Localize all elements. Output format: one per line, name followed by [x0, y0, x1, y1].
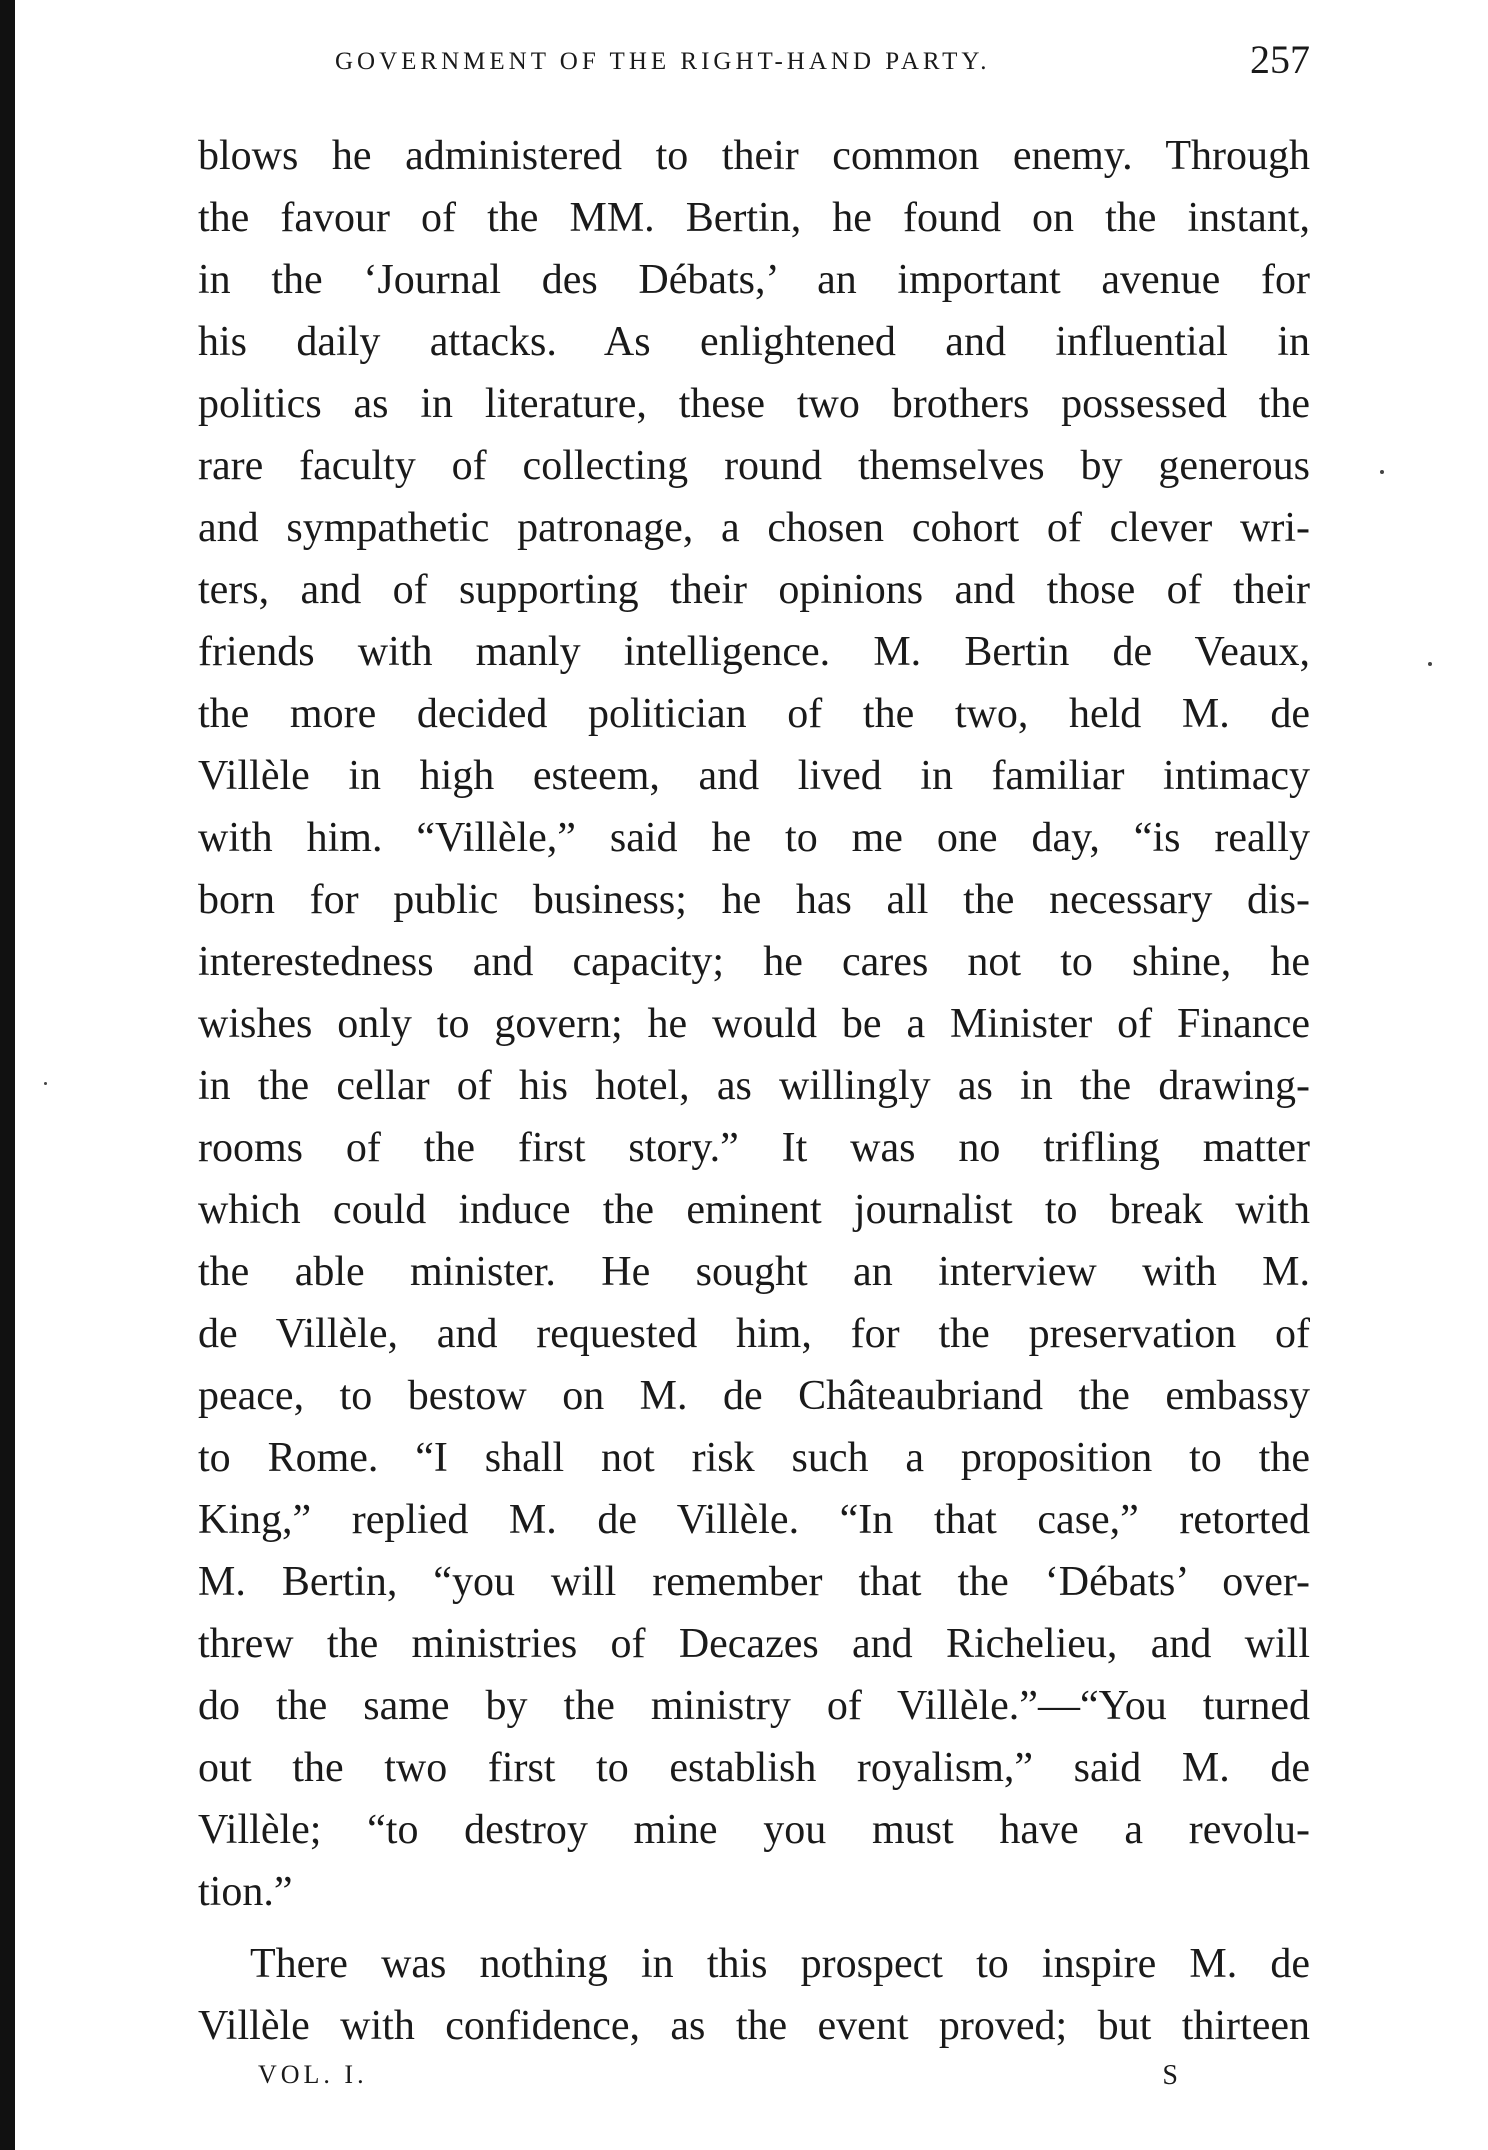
text-line: Villèle in high esteem, and lived in familiar intimacy [198, 753, 1310, 799]
text-line: the more decided politician of the two, held M. de [198, 691, 1310, 737]
text-line: Villèle with confidence, as the event proved; but thirteen [198, 2003, 1310, 2049]
page-binding-edge [0, 0, 15, 2150]
page-speck [1428, 662, 1432, 666]
page-footer [258, 2060, 1178, 2104]
text-line: rare faculty of collecting round themselves by generous [198, 443, 1310, 489]
page-number: 257 [1250, 37, 1310, 82]
text-line: with him. “Villèle,” said he to me one day, “is really [198, 815, 1310, 861]
text-line: M. Bertin, “you will remember that the ‘Débats’ over- [198, 1559, 1310, 1605]
text-line: to Rome. “I shall not risk such a proposition to the [198, 1435, 1310, 1481]
volume-signature: VOL. I. [258, 2060, 368, 2089]
paragraph-end-line: tion.” [198, 1869, 293, 1915]
text-line: Villèle; “to destroy mine you must have a revolu- [198, 1807, 1310, 1853]
page-speck [44, 1082, 47, 1085]
text-line: rooms of the first story.” It was no trifling matter [198, 1125, 1310, 1171]
text-line: peace, to bestow on M. de Châteaubriand the embassy [198, 1373, 1310, 1419]
page-speck [1380, 470, 1384, 474]
text-line: the able minister. He sought an interview with M. [198, 1249, 1310, 1295]
text-line: and sympathetic patronage, a chosen cohort of clever wri- [198, 505, 1310, 551]
text-line: which could induce the eminent journalist to break with [198, 1187, 1310, 1233]
text-line: interestedness and capacity; he cares not to shine, he [198, 939, 1310, 985]
text-line: born for public business; he has all the necessary dis- [198, 877, 1310, 923]
text-line: his daily attacks. As enlightened and influential in [198, 319, 1310, 365]
running-head-title [335, 46, 990, 76]
text-line: politics as in literature, these two brothers possessed the [198, 381, 1310, 427]
text-line: friends with manly intelligence. M. Bertin de Veaux, [198, 629, 1310, 675]
running-head-text: GOVERNMENT OF THE RIGHT-HAND PARTY. [335, 48, 991, 75]
gathering-signature: S [1162, 2060, 1178, 2091]
text-line: King,” replied M. de Villèle. “In that case,” retorted [198, 1497, 1310, 1543]
text-line: ters, and of supporting their opinions and those of their [198, 567, 1310, 613]
paragraph-first-line: There was nothing in this prospect to inspire M. de [250, 1941, 1310, 1987]
text-line: out the two first to establish royalism,” said M. de [198, 1745, 1310, 1791]
text-line: in the ‘Journal des Débats,’ an important avenue for [198, 257, 1310, 303]
body-text [198, 125, 1310, 2057]
text-line: do the same by the ministry of Villèle.”—“You turned [198, 1683, 1310, 1729]
text-line: in the cellar of his hotel, as willingly as in the drawing- [198, 1063, 1310, 1109]
text-line: the favour of the MM. Bertin, he found on the instant, [198, 195, 1310, 241]
paragraph-break [198, 1923, 1310, 1933]
text-line: wishes only to govern; he would be a Minister of Finance [198, 1001, 1310, 1047]
text-line: blows he administered to their common enemy. Through [198, 133, 1310, 179]
text-line: threw the ministries of Decazes and Richelieu, and will [198, 1621, 1310, 1667]
running-header [200, 36, 1310, 86]
text-line: de Villèle, and requested him, for the preservation of [198, 1311, 1310, 1357]
